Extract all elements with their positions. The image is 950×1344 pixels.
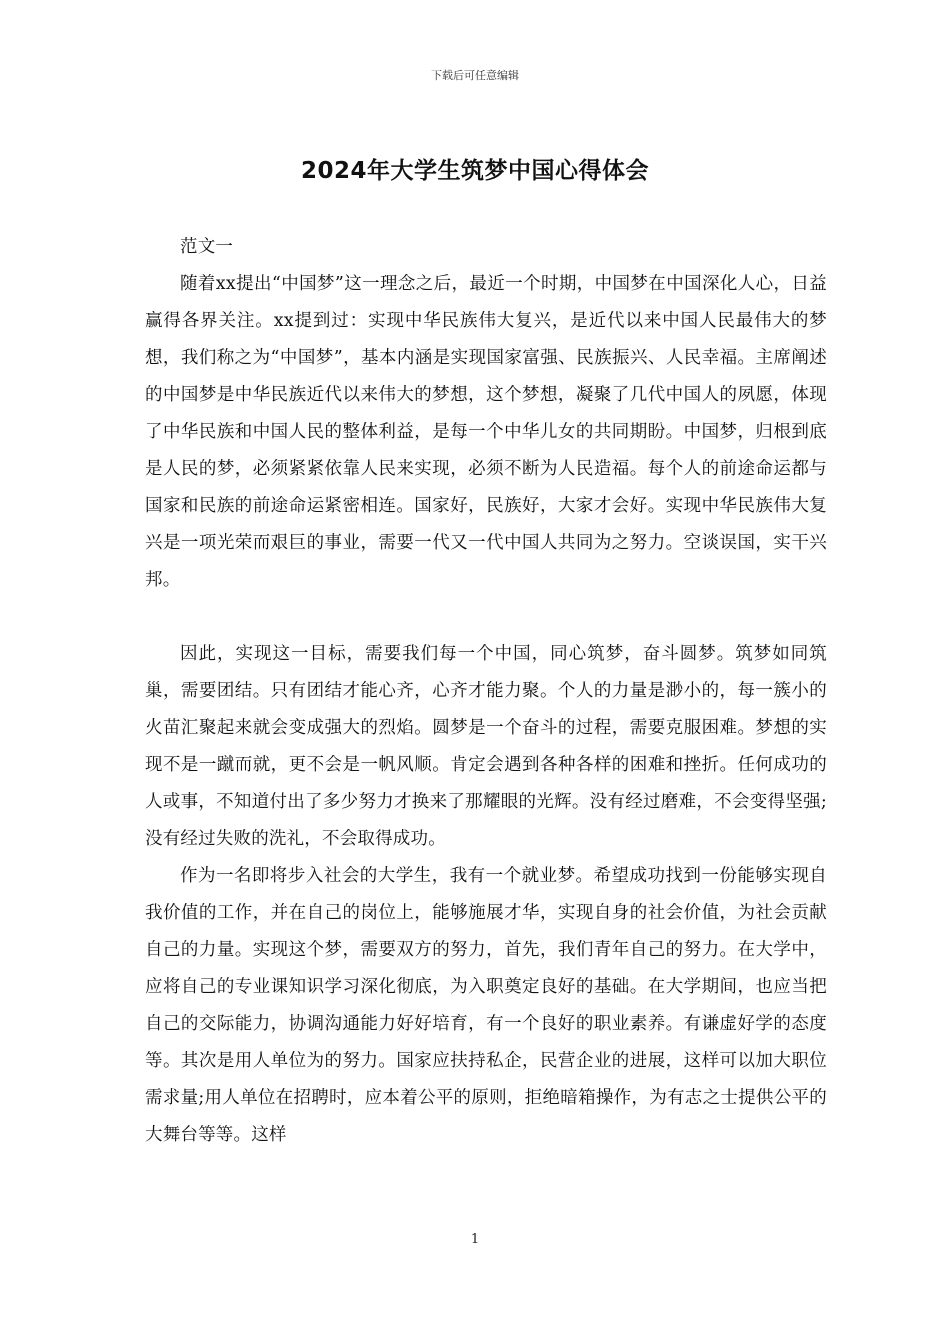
header-note: 下载后可任意编辑 xyxy=(431,69,519,82)
document-body xyxy=(145,229,827,1154)
page-number: 1 xyxy=(470,1232,480,1247)
paragraph-3: 作为一名即将步入社会的大学生，我有一个就业梦。希望成功找到一份能够实现自我价值的工作，并在自己的岗位上，能够施展才华，实现自身的社会价值，为社会贡献自己的力量。实现这个梦，需要双方的努力，首先，我们青年自己的努力。在大学中，应将自己的专业课知识学习深化彻底，为入职奠定良好的基础。在大学期间，也应当把自己的交际能力，协调沟通能力好好培育，有一个良好的职业素养。有谦虚好学的态度等。其次是用人单位为的努力。国家应扶持私企，民营企业的进展，这样可以加大职位需求量;用人单位在招聘时，应本着公平的原则，拒绝暗箱操作，为有志之士提供公平的大舞台等等。这样 xyxy=(145,866,827,1145)
paragraph-1: 随着xx提出“中国梦”这一理念之后，最近一个时期，中国梦在中国深化人心，日益赢得各界关注。xx提到过：实现中华民族伟大复兴，是近代以来中国人民最伟大的梦想，我们称之为“中国梦”，基本内涵是实现国家富强、民族振兴、人民幸福。主席阐述的中国梦是中华民族近代以来伟大的梦想，这个梦想，凝聚了几代中国人的夙愿，体现了中华民族和中国人民的整体利益，是每一个中华儿女的共同期盼。中国梦，归根到底是人民的梦，必须紧紧依靠人民来实现，必须不断为人民造福。每个人的前途命运都与国家和民族的前途命运紧密相连。国家好，民族好，大家才会好。实现中华民族伟大复兴是一项光荣而艰巨的事业，需要一代又一代中国人共同为之努力。空谈误国，实干兴邦。 xyxy=(145,274,827,590)
document-title: 2024年大学生筑梦中国心得体会 xyxy=(300,158,649,184)
section-label: 范文一 xyxy=(180,237,234,257)
paragraph-2: 因此，实现这一目标，需要我们每一个中国，同心筑梦，奋斗圆梦。筑梦如同筑巢，需要团结。只有团结才能心齐，心齐才能力聚。个人的力量是渺小的，每一簇小的火苗汇聚起来就会变成强大的烈焰。圆梦是一个奋斗的过程，需要克服困难。梦想的实现不是一蹴而就，更不会是一帆风顺。肯定会遇到各种各样的困难和挫折。任何成功的人或事，不知道付出了多少努力才换来了那耀眼的光辉。没有经过磨难，不会变得坚强;没有经过失败的洗礼，不会取得成功。 xyxy=(145,644,827,849)
